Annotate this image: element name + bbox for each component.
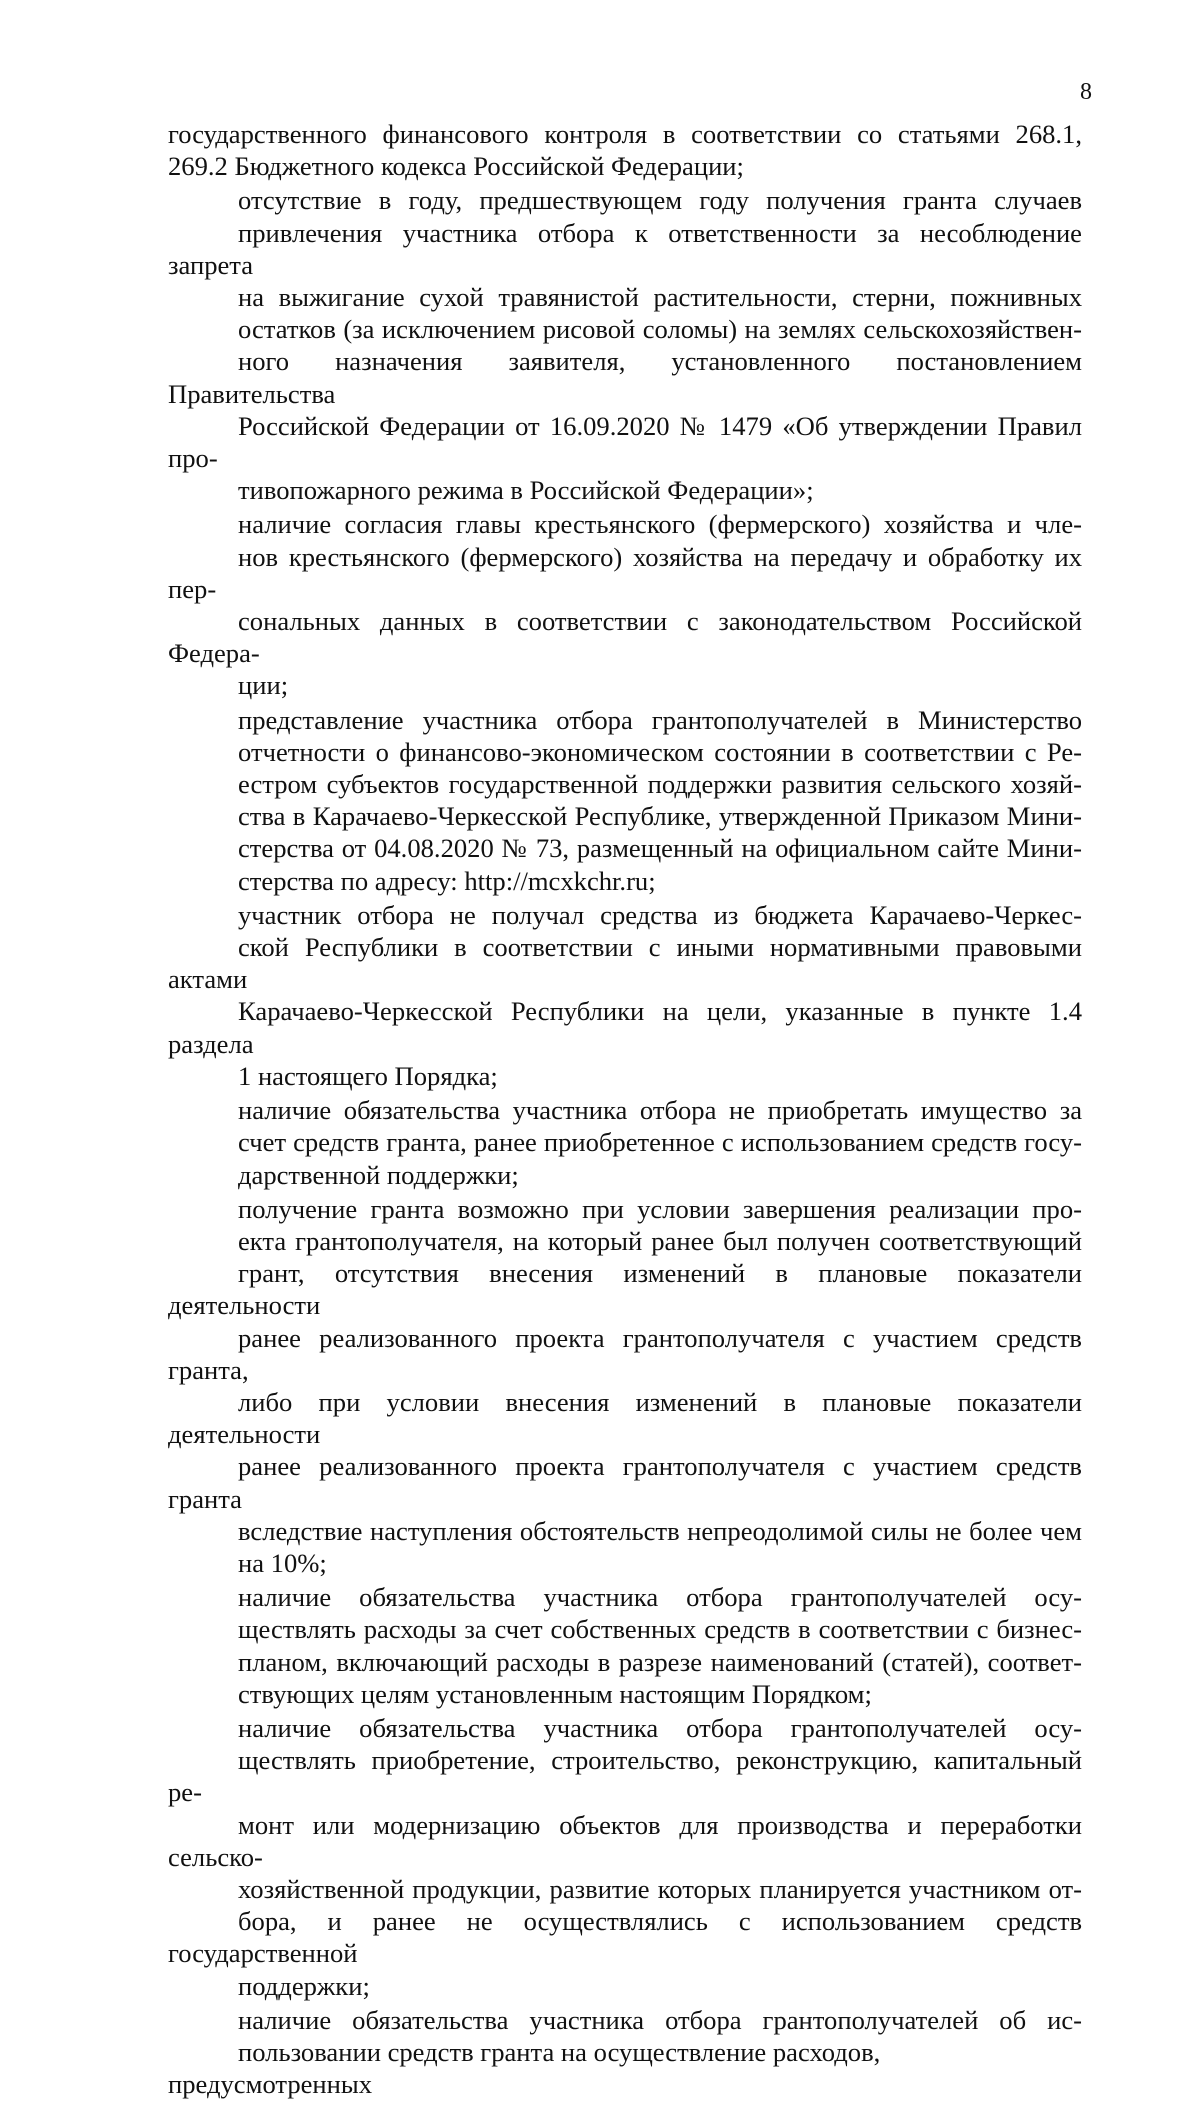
text-line: отсутствие в году, предшествующем году получения гранта случаев bbox=[238, 185, 1082, 216]
text-line: ществлять приобретение, строительство, реконструкцию, капитальный ре- bbox=[168, 1745, 1082, 1808]
text-line: участник отбора не получал средства из бюджета Карачаево-Черкес- bbox=[238, 899, 1082, 930]
text-line: хозяйственной продукции, развитие которых планируется участником от- bbox=[238, 1873, 1082, 1904]
text-line: либо при условии внесения изменений в плановые показатели деятельности bbox=[168, 1386, 1082, 1450]
text-line: стерства от 04.08.2020 № 73, размещенный на официальном сайте Мини- bbox=[238, 833, 1082, 864]
paragraph bbox=[168, 184, 1082, 506]
text-line: привлечения участника отбора к ответственности за несоблюдение запрета bbox=[168, 217, 1082, 280]
text-line: представление участника отбора грантополучателей в Министерство bbox=[238, 704, 1082, 735]
text-line: наличие согласия главы крестьянского (фермерского) хозяйства и чле- bbox=[238, 509, 1082, 540]
text-line: тивопожарного режима в Российской Федерации»; bbox=[238, 475, 814, 506]
text-line: ства в Карачаево-Черкесской Республике, утвержденной Приказом Мини- bbox=[238, 801, 1082, 832]
text-line: наличие обязательства участника отбора грантополучателей осу- bbox=[238, 1712, 1082, 1743]
paragraph bbox=[168, 704, 1082, 897]
text-line: пользовании средств гранта на осуществление расходов, предусмотренных bbox=[168, 2036, 881, 2100]
paragraph bbox=[168, 2004, 1082, 2101]
text-line: монт или модернизацию объектов для производства и переработки сельско- bbox=[168, 1809, 1082, 1872]
text-line: 1 настоящего Порядка; bbox=[238, 1060, 498, 1091]
text-line: поддержки; bbox=[238, 1970, 370, 2001]
text-line: наличие обязательства участника отбора не приобретать имущество за bbox=[238, 1095, 1082, 1126]
document-body bbox=[168, 118, 1082, 2102]
paragraph bbox=[168, 1193, 1082, 1579]
text-line: бора, и ранее не осуществлялись с использованием средств государственной bbox=[168, 1906, 1082, 1969]
text-line: естром субъектов государственной поддержки развития сельского хозяй- bbox=[238, 769, 1082, 800]
paragraph bbox=[168, 1712, 1082, 2002]
text-line: на выжигание сухой травянистой растительности, стерни, пожнивных bbox=[238, 282, 1082, 313]
text-line: ранее реализованного проекта грантополучателя с участием средств гранта bbox=[168, 1451, 1082, 1514]
paragraph bbox=[168, 1581, 1082, 1710]
text-line: наличие обязательства участника отбора грантополучателей об ис- bbox=[238, 2004, 1082, 2035]
paragraph bbox=[168, 1094, 1082, 1191]
text-line: на 10%; bbox=[238, 1547, 327, 1578]
text-line: отчетности о финансово-экономическом состоянии в соответствии с Ре- bbox=[238, 736, 1082, 767]
text-line: наличие обязательства участника отбора грантополучателей осу- bbox=[238, 1582, 1082, 1613]
text-line: нов крестьянского (фермерского) хозяйства на передачу и обработку их пер- bbox=[168, 541, 1082, 604]
text-line: Карачаево-Черкесской Республики на цели, указанные в пункте 1.4 раздела bbox=[168, 996, 1082, 1059]
text-line: ного назначения заявителя, установленного постановлением Правительства bbox=[168, 346, 1082, 409]
text-line: дарственной поддержки; bbox=[238, 1159, 519, 1190]
text-line: ской Республики в соответствии с иными нормативными правовыми актами bbox=[168, 932, 1082, 995]
text-line: сональных данных в соответствии с законодательством Российской Федера- bbox=[168, 606, 1082, 669]
text-line: получение гранта возможно при условии завершения реализации про- bbox=[238, 1193, 1082, 1224]
paragraph bbox=[168, 508, 1082, 701]
text-line: стерства по адресу: http://mcxkchr.ru; bbox=[238, 865, 656, 896]
page-number: 8 bbox=[1080, 79, 1092, 105]
text-line: государственного финансового контроля в соответствии со статьями 268.1, bbox=[168, 119, 1082, 149]
text-line: счет средств гранта, ранее приобретенное с использованием средств госу- bbox=[238, 1127, 1082, 1158]
text-line: Российской Федерации от 16.09.2020 № 1479 «Об утверждении Правил про- bbox=[168, 410, 1082, 474]
text-line: остатков (за исключением рисовой соломы) на землях сельскохозяйствен- bbox=[238, 314, 1082, 345]
paragraph bbox=[168, 118, 1082, 182]
text-line: ранее реализованного проекта грантополучателя с участием средств гранта, bbox=[168, 1322, 1082, 1385]
text-line: ции; bbox=[238, 670, 289, 701]
text-line: екта грантополучателя, на который ранее был получен соответствующий bbox=[238, 1225, 1082, 1256]
text-line: вследствие наступления обстоятельств непреодолимой силы не более чем bbox=[238, 1515, 1082, 1546]
text-line: планом, включающий расходы в разрезе наименований (статей), соответ- bbox=[238, 1646, 1082, 1677]
text-line: грант, отсутствия внесения изменений в плановые показатели деятельности bbox=[168, 1258, 1082, 1321]
text-line: ществлять расходы за счет собственных средств в соответствии с бизнес- bbox=[238, 1614, 1082, 1645]
paragraph bbox=[168, 899, 1082, 1092]
text-line: ствующих целям установленным настоящим Порядком; bbox=[238, 1678, 872, 1709]
text-line: 269.2 Бюджетного кодекса Российской Федерации; bbox=[168, 151, 744, 182]
